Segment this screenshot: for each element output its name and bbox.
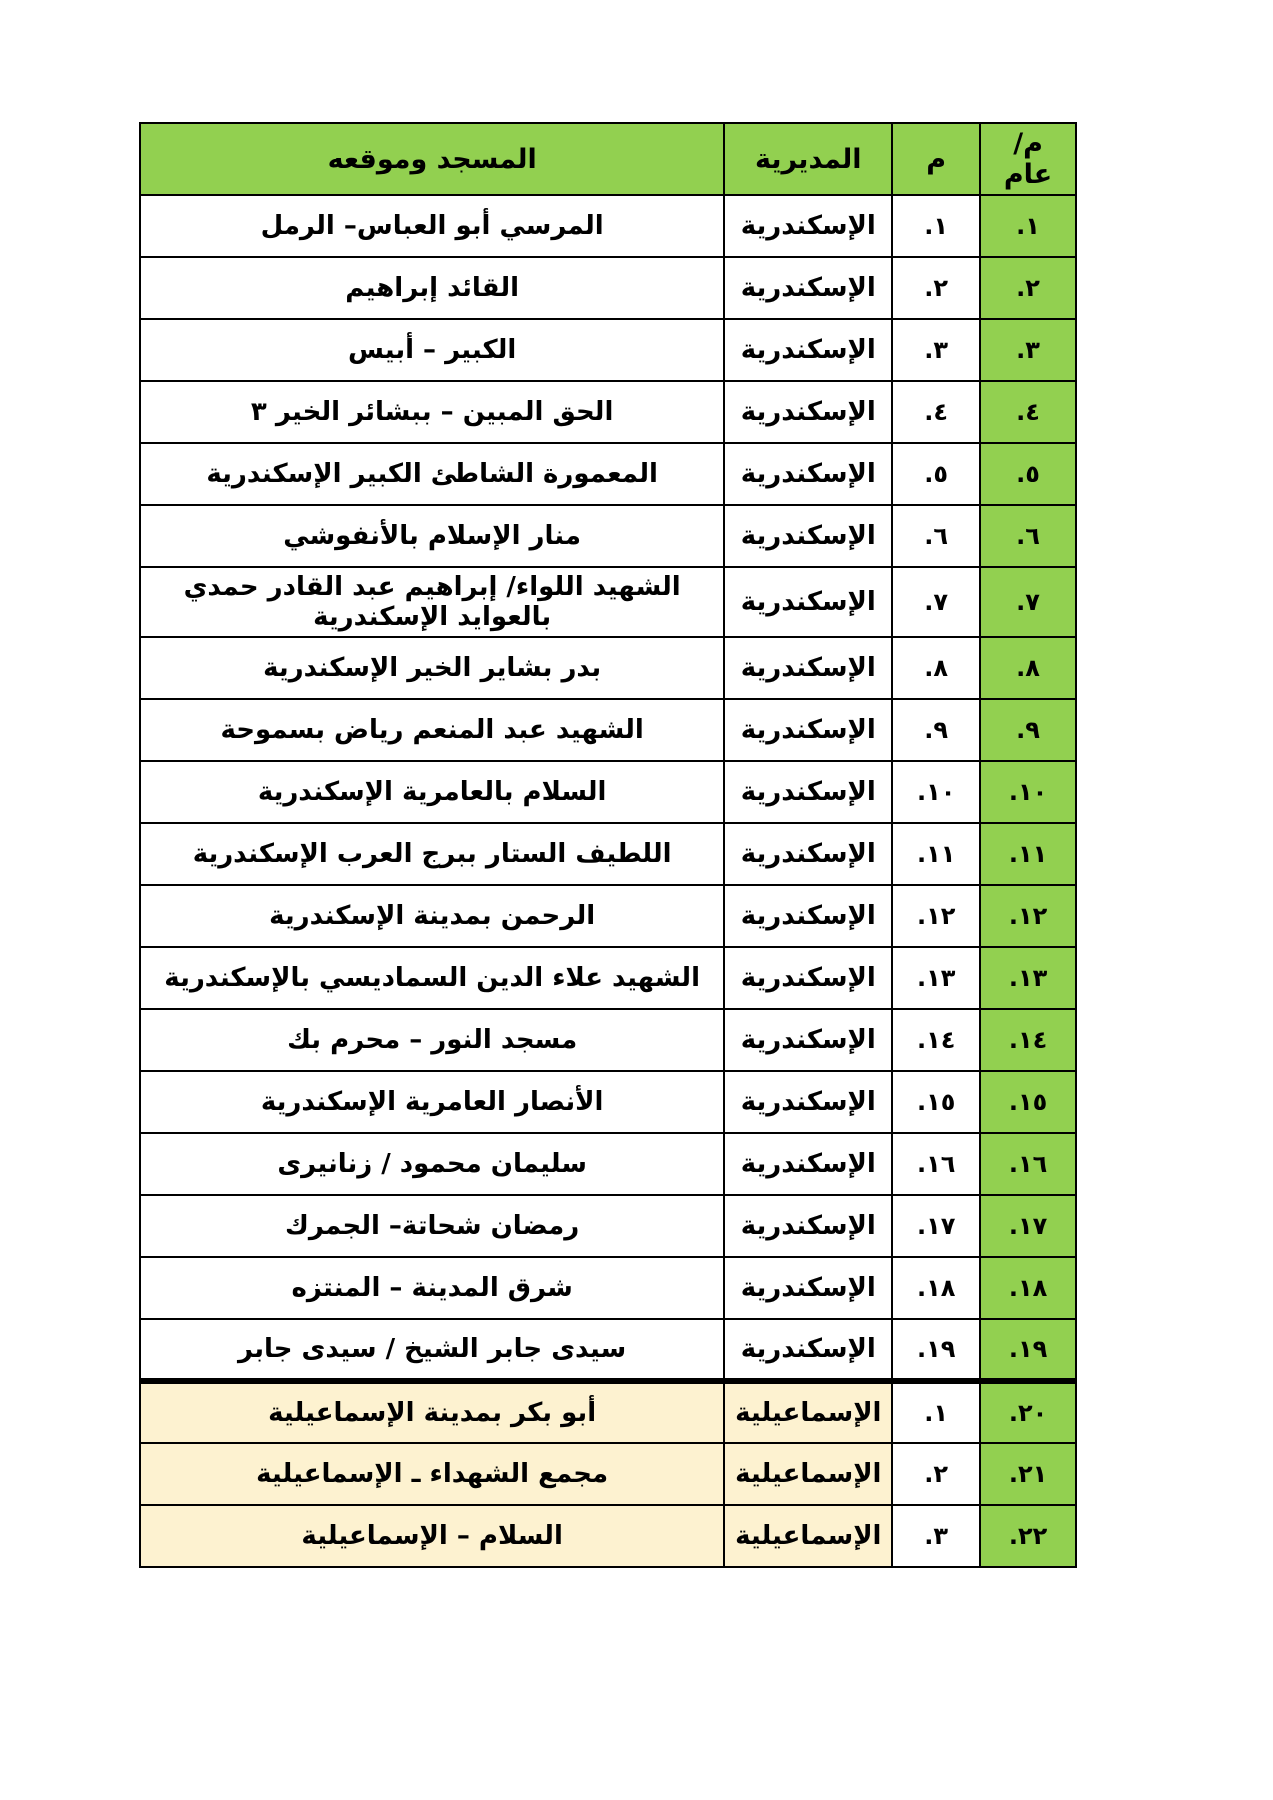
serial-cell: ١٣. <box>892 947 980 1009</box>
general-serial-cell: ١. <box>980 195 1076 257</box>
directorate-cell: الإسماعيلية <box>724 1381 892 1443</box>
mosque-name-cell: رمضان شحاتة– الجمرك <box>140 1195 724 1257</box>
mosque-name-cell: الشهيد علاء الدين السماديسي بالإسكندرية <box>140 947 724 1009</box>
mosques-table <box>139 122 1077 1568</box>
table-row <box>140 1381 1076 1443</box>
table-row <box>140 1071 1076 1133</box>
table-row <box>140 195 1076 257</box>
table-row <box>140 1319 1076 1381</box>
table-header-row <box>140 123 1076 195</box>
directorate-cell: الإسكندرية <box>724 761 892 823</box>
table-row <box>140 381 1076 443</box>
general-serial-cell: ٦. <box>980 505 1076 567</box>
general-serial-cell: ٨. <box>980 637 1076 699</box>
table-row <box>140 1009 1076 1071</box>
serial-cell: ١٩. <box>892 1319 980 1381</box>
mosque-name-cell: مجمع الشهداء ـ الإسماعيلية <box>140 1443 724 1505</box>
general-serial-cell: ١٤. <box>980 1009 1076 1071</box>
table-row <box>140 567 1076 637</box>
directorate-cell: الإسكندرية <box>724 823 892 885</box>
mosque-name-cell: سيدى جابر الشيخ / سيدى جابر <box>140 1319 724 1381</box>
general-serial-cell: ٧. <box>980 567 1076 637</box>
general-serial-cell: ٥. <box>980 443 1076 505</box>
directorate-cell: الإسكندرية <box>724 195 892 257</box>
general-serial-cell: ٢٠. <box>980 1381 1076 1443</box>
general-serial-cell: ١٩. <box>980 1319 1076 1381</box>
table-row <box>140 1133 1076 1195</box>
directorate-cell: الإسكندرية <box>724 257 892 319</box>
serial-cell: ١١. <box>892 823 980 885</box>
directorate-cell: الإسكندرية <box>724 567 892 637</box>
serial-cell: ٦. <box>892 505 980 567</box>
serial-cell: ١٤. <box>892 1009 980 1071</box>
mosque-name-cell: شرق المدينة – المنتزه <box>140 1257 724 1319</box>
serial-cell: ٣. <box>892 319 980 381</box>
serial-cell: ١٧. <box>892 1195 980 1257</box>
general-serial-cell: ٢. <box>980 257 1076 319</box>
mosque-name-cell: الأنصار العامرية الإسكندرية <box>140 1071 724 1133</box>
table-row <box>140 885 1076 947</box>
mosque-name-cell: المعمورة الشاطئ الكبير الإسكندرية <box>140 443 724 505</box>
table-row <box>140 947 1076 1009</box>
directorate-cell: الإسكندرية <box>724 381 892 443</box>
header-mosque-location: المسجد وموقعه <box>140 123 724 195</box>
directorate-cell: الإسكندرية <box>724 885 892 947</box>
general-serial-cell: ٣. <box>980 319 1076 381</box>
mosque-name-cell: المرسي أبو العباس– الرمل <box>140 195 724 257</box>
directorate-cell: الإسكندرية <box>724 443 892 505</box>
mosque-name-cell: مسجد النور – محرم بك <box>140 1009 724 1071</box>
serial-cell: ١٦. <box>892 1133 980 1195</box>
directorate-cell: الإسماعيلية <box>724 1443 892 1505</box>
table-row <box>140 443 1076 505</box>
general-serial-cell: ٢٢. <box>980 1505 1076 1567</box>
serial-cell: ٢. <box>892 257 980 319</box>
serial-cell: ١٠. <box>892 761 980 823</box>
directorate-cell: الإسكندرية <box>724 505 892 567</box>
serial-cell: ٩. <box>892 699 980 761</box>
header-general-serial: م/ عام <box>980 123 1076 195</box>
mosque-name-cell: الحق المبين – ببشائر الخير ٣ <box>140 381 724 443</box>
general-serial-cell: ١٥. <box>980 1071 1076 1133</box>
directorate-cell: الإسماعيلية <box>724 1505 892 1567</box>
table-row <box>140 637 1076 699</box>
mosque-name-cell: السلام – الإسماعيلية <box>140 1505 724 1567</box>
general-serial-cell: ١٢. <box>980 885 1076 947</box>
table-row <box>140 505 1076 567</box>
general-serial-cell: ٢١. <box>980 1443 1076 1505</box>
mosque-name-cell: الشهيد اللواء/ إبراهيم عبد القادر حمدي بالعوايد الإسكندرية <box>140 567 724 637</box>
table-row <box>140 699 1076 761</box>
general-serial-cell: ٩. <box>980 699 1076 761</box>
directorate-cell: الإسكندرية <box>724 1195 892 1257</box>
general-serial-cell: ١٣. <box>980 947 1076 1009</box>
directorate-cell: الإسكندرية <box>724 1319 892 1381</box>
table-row <box>140 1257 1076 1319</box>
general-serial-cell: ١٦. <box>980 1133 1076 1195</box>
serial-cell: ٣. <box>892 1505 980 1567</box>
general-serial-cell: ١٨. <box>980 1257 1076 1319</box>
table-row <box>140 823 1076 885</box>
serial-cell: ١. <box>892 1381 980 1443</box>
general-serial-cell: ١١. <box>980 823 1076 885</box>
serial-cell: ١٨. <box>892 1257 980 1319</box>
general-serial-cell: ٤. <box>980 381 1076 443</box>
table-body <box>140 195 1076 1567</box>
serial-cell: ٥. <box>892 443 980 505</box>
header-serial: م <box>892 123 980 195</box>
directorate-cell: الإسكندرية <box>724 1009 892 1071</box>
mosque-name-cell: القائد إبراهيم <box>140 257 724 319</box>
mosque-name-cell: الرحمن بمدينة الإسكندرية <box>140 885 724 947</box>
table-row <box>140 319 1076 381</box>
mosque-name-cell: السلام بالعامرية الإسكندرية <box>140 761 724 823</box>
mosque-name-cell: أبو بكر بمدينة الإسماعيلية <box>140 1381 724 1443</box>
serial-cell: ٧. <box>892 567 980 637</box>
general-serial-cell: ١٧. <box>980 1195 1076 1257</box>
mosque-name-cell: الكبير – أبيس <box>140 319 724 381</box>
table-row <box>140 1443 1076 1505</box>
directorate-cell: الإسكندرية <box>724 637 892 699</box>
directorate-cell: الإسكندرية <box>724 1257 892 1319</box>
serial-cell: ٢. <box>892 1443 980 1505</box>
header-directorate: المديرية <box>724 123 892 195</box>
serial-cell: ١٥. <box>892 1071 980 1133</box>
mosque-name-cell: اللطيف الستار ببرج العرب الإسكندرية <box>140 823 724 885</box>
directorate-cell: الإسكندرية <box>724 1133 892 1195</box>
mosque-name-cell: سليمان محمود / زنانيرى <box>140 1133 724 1195</box>
table-row <box>140 1195 1076 1257</box>
table-row <box>140 257 1076 319</box>
directorate-cell: الإسكندرية <box>724 319 892 381</box>
serial-cell: ٤. <box>892 381 980 443</box>
mosque-name-cell: بدر بشاير الخير الإسكندرية <box>140 637 724 699</box>
general-serial-cell: ١٠. <box>980 761 1076 823</box>
directorate-cell: الإسكندرية <box>724 947 892 1009</box>
serial-cell: ١٢. <box>892 885 980 947</box>
mosque-name-cell: الشهيد عبد المنعم رياض بسموحة <box>140 699 724 761</box>
table-row <box>140 761 1076 823</box>
serial-cell: ٨. <box>892 637 980 699</box>
serial-cell: ١. <box>892 195 980 257</box>
directorate-cell: الإسكندرية <box>724 1071 892 1133</box>
mosque-name-cell: منار الإسلام بالأنفوشي <box>140 505 724 567</box>
directorate-cell: الإسكندرية <box>724 699 892 761</box>
table-row <box>140 1505 1076 1567</box>
